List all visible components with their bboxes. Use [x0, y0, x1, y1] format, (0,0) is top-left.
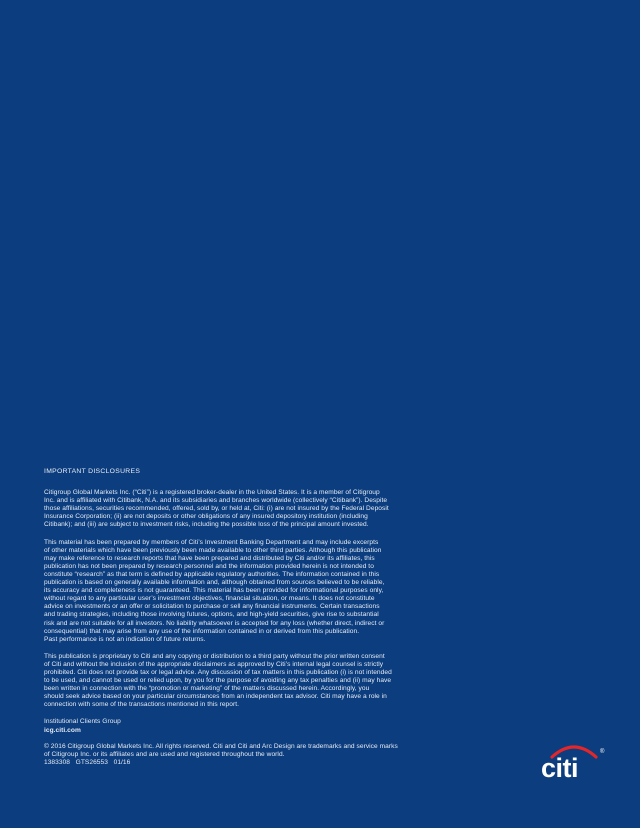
disclosure-paragraph-research: This material has been prepared by members of Citi’s Investment Banking Department and may include excerpts of other materials which have been previously been made available to other third parties. Although this publication may make reference to research reports that have been prepared and distributed by Citi and/or its affiliates, this publication has not been prepared by research personnel and the information provided herein is not intended to constitute “research” as that term is defined by applicable regulatory authorities. The information contained in this publication is based on generally available information and, although obtained from sources believed to be reliable, its accuracy and completeness is not guaranteed. This material has been provided for informational purposes only, without regard to any particular user’s investment objectives, financial situation, or means. It does not constitute advice on investments or an offer or solicitation to purchase or sell any financial instruments. Certain transactions and trading strategies, including those involving futures, options, and high-yield securities, give rise to substantial risk and are not suitable for all investors. No liability whatsoever is accepted for any loss (whether direct, indirect or consequential) that may arise from any use of the information contained in or derived from this publication. Past performance is not an indication of future returns.: [44, 538, 385, 643]
disclosures-block: [44, 468, 446, 767]
copyright-notice: © 2016 Citigroup Global Markets Inc. All rights reserved. Citi and Citi and Arc Design are trademarks and service marks of Citigroup Inc. or its affiliates and are used and registered throughout the world.: [44, 742, 398, 758]
disclosure-paragraph-affiliation: Citigroup Global Markets Inc. (“Citi”) is a registered broker-dealer in the United States. It is a member of Citigroup Inc. and is affiliated with Citibank, N.A. and its subsidiaries and branches worldwide (collectively “Citibank”). Despite those affiliations, securities recommended, offered, sold by, or held at, Citi: (i) are not insured by the Federal Deposit Insurance Corporation; (ii) are not deposits or other obligations of any insured depository institution (including Citibank); and (iii) are subject to investment risks, including the possible loss of the principal amount invested.: [44, 489, 389, 529]
group-url-link[interactable]: icg.citi.com: [44, 726, 81, 734]
document-codes: 1383308 GTS26553 01/16: [44, 758, 131, 766]
disclosure-paragraph-proprietary: This publication is proprietary to Citi and any copying or distribution to a third party without the prior written consent of Citi and without the inclusion of the appropriate disclaimers as approved by Citi’s internal legal counsel is strictly prohibited. Citi does not provide tax or legal advice. Any discussion of tax matters in this publication (i) is not intended to be used, and cannot be used or relied upon, by you for the purpose of avoiding any tax penalties and (ii) may have been written in connection with the “promotion or marketing” of the matters discussed herein. Accordingly, you should seek advice based on your particular circumstances from an independent tax advisor. Citi may have a role in connection with some of the transactions mentioned in this report.: [44, 652, 392, 709]
registered-mark: ®: [600, 749, 605, 755]
citi-logo: [540, 740, 608, 780]
citi-logo-wordmark: citi: [541, 753, 579, 780]
group-label: Institutional Clients Group: [44, 718, 121, 726]
disclosures-heading: IMPORTANT DISCLOSURES: [44, 468, 141, 475]
